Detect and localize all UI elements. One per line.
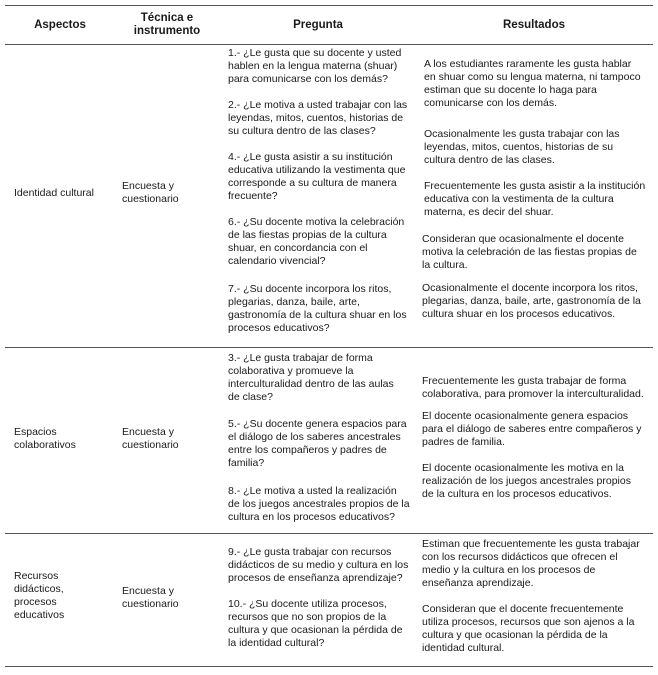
- resultado-item: Frecuentemente les gusta trabajar de forma colaborativa, para promover la interculturalidad.: [422, 375, 644, 400]
- aspecto-cell: Espacios colaborativos: [14, 426, 76, 451]
- aspecto-cell: Identidad cultural: [14, 187, 94, 199]
- resultado-item: Estiman que frecuentemente les gusta trabajar con los recursos didácticos que ofrecen el medio y la cultura en los procesos de enseñanza aprendizaje.: [422, 538, 640, 589]
- row-rule-1: [5, 347, 653, 348]
- header-pregunta: Pregunta: [293, 19, 343, 31]
- pregunta-item: 7.- ¿Su docente incorpora los ritos, plegarias, danza, baile, arte, gastronomía de la cultura shuar en los procesos educativos?: [228, 283, 407, 334]
- header-resultados: Resultados: [503, 19, 565, 31]
- resultado-item: Frecuentemente les gusta asistir a la institución educativa con la vestimenta de la cultura materna, es decir del shuar.: [424, 180, 646, 218]
- row-rule-2: [5, 533, 653, 534]
- pregunta-item: 10.- ¿Su docente utiliza procesos, recursos que no son propios de la cultura y que ocasionan la pérdida de la identidad cultural?: [228, 598, 403, 649]
- pregunta-item: 2.- ¿Le motiva a usted trabajar con las leyendas, mitos, cuentos, historias de su cultura dentro de las clases?: [228, 99, 408, 137]
- pregunta-item: 6.- ¿Su docente motiva la celebración de las fiestas propias de la cultura shuar, en concordancia con el calendario vivencial?: [228, 216, 405, 267]
- header-rule: [5, 44, 653, 45]
- resultado-item: El docente ocasionalmente genera espacios para el diálogo de saberes entre compañeros y padres de familia.: [422, 410, 642, 448]
- table-top-rule: [5, 5, 653, 6]
- tecnica-cell: Encuesta y cuestionario: [122, 426, 179, 451]
- resultado-item: A los estudiantes raramente les gusta hablar en shuar como su lengua materna, ni tampoco estiman que su docente lo haga para comunicarse con los demás.: [424, 58, 641, 109]
- resultado-item: Consideran que el docente frecuentemente utiliza procesos, recursos que son ajenos a la cultura y que ocasionan la pérdida de la identidad cultural.: [422, 603, 635, 654]
- pregunta-item: 4.- ¿Le gusta asistir a su institución educativa utilizando la vestimenta que corresponde a su cultura de manera frecuente?: [228, 151, 406, 202]
- pregunta-item: 5.- ¿Su docente genera espacios para el diálogo de los saberes ancestrales entre los compañeros y padres de familia?: [228, 418, 407, 469]
- tecnica-cell: Encuesta y cuestionario: [122, 585, 179, 610]
- tecnica-cell: Encuesta y cuestionario: [122, 180, 179, 205]
- resultado-item: Ocasionalmente les gusta trabajar con las leyendas, mitos, cuentos, historias de su cultura dentro de las clases.: [424, 128, 620, 166]
- pregunta-item: 9.- ¿Le gusta trabajar con recursos didácticos de su medio y cultura en los procesos de enseñanza aprendizaje?: [228, 546, 409, 584]
- resultado-item: Consideran que ocasionalmente el docente motiva la celebración de las fiestas propias de la cultura.: [422, 233, 637, 271]
- pregunta-item: 1.- ¿Le gusta que su docente y usted hablen en la lengua materna (shuar) para comunicarse con los demás?: [228, 47, 402, 85]
- resultado-item: Ocasionalmente el docente incorpora los ritos, plegarias, danza, baile, arte, gastronomía de la cultura shuar en los procesos educativos.: [422, 282, 641, 320]
- table-bottom-rule: [5, 666, 653, 667]
- pregunta-item: 3.- ¿Le gusta trabajar de forma colaborativa y promueve la interculturalidad dentro de las aulas de clase?: [228, 352, 394, 403]
- header-tecnica: Técnica e instrumento: [133, 12, 201, 37]
- header-aspectos: Aspectos: [34, 19, 86, 31]
- resultado-item: El docente ocasionalmente les motiva en la realización de los juegos ancestrales propios de la cultura en los procesos educativos.: [422, 462, 631, 500]
- aspecto-cell: Recursos didácticos, procesos educativos: [14, 570, 65, 621]
- pregunta-item: 8.- ¿Le motiva a usted la realización de los juegos ancestrales propios de la cultura en los procesos educativos?: [228, 485, 410, 523]
